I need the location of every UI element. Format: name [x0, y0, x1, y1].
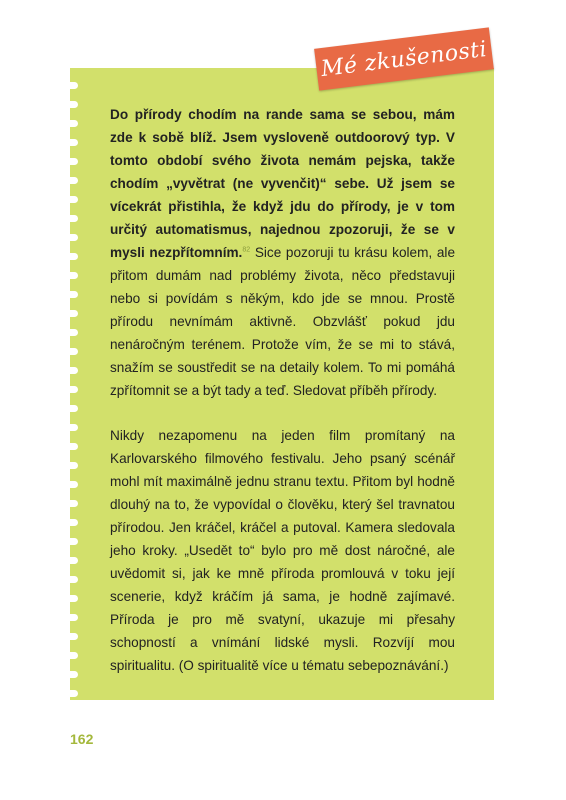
spiral-hole: [62, 139, 78, 146]
spiral-hole: [62, 196, 78, 203]
spiral-hole: [62, 82, 78, 89]
spiral-hole: [62, 367, 78, 374]
spiral-hole: [62, 462, 78, 469]
spiral-hole: [62, 348, 78, 355]
spiral-hole: [62, 386, 78, 393]
spiral-hole: [62, 291, 78, 298]
spiral-hole: [62, 158, 78, 165]
spiral-hole: [62, 215, 78, 222]
section-tag-label: Mé zkušenosti: [319, 36, 489, 82]
spiral-hole: [62, 405, 78, 412]
spiral-hole: [62, 595, 78, 602]
spiral-hole: [62, 177, 78, 184]
spiral-hole: [62, 101, 78, 108]
spiral-hole: [62, 481, 78, 488]
paragraph-2: Nikdy nezapomenu na jeden film promítaný na Karlovarského filmového festivalu. Jeho psaný scénář mohl mít maximálně jednu stranu textu. Přitom byl hodně dlouhý na to, že vypovídal o člověku, který šel travnatou přírodou. Jen kráčel, kráčel a putoval. Kamera sledovala jeho kroky. „Usedět to“ bylo pro mě dost náročné, ale uvědomit si, jak ke mně příroda promlouvá v toku její scenerie, když kráčím já sama, je hodně zajímavé. Příroda je pro mě svatyní, ukazuje mi přesahy schopností a vnímání lidské mysli. Rozvíjí mou spiritualitu. (O spiritualitě více u tématu sebepoznávání.): [110, 428, 455, 673]
spiral-hole: [62, 576, 78, 583]
spiral-hole: [62, 120, 78, 127]
spiral-hole: [62, 633, 78, 640]
spiral-hole: [62, 519, 78, 526]
note-text: [110, 103, 455, 677]
spiral-hole: [62, 424, 78, 431]
spiral-hole: [62, 614, 78, 621]
spiral-hole: [62, 690, 78, 697]
paragraph-1-regular: Sice pozoruji tu krásu kolem, ale přitom dumám nad problémy života, něco představuji nebo si povídám s někým, kdo jde se mnou. Prostě přírodu nevnímám aktivně. Obzvlášť pokud jdu nenáročným terénem. Protože vím, že se mi to stává, snažím se soustředit se na detaily kolem. To mi pomáhá zpřítomnit se a být tady a teď. Sledovat příběh přírody.: [110, 245, 456, 398]
spiral-hole: [62, 329, 78, 336]
spiral-hole: [62, 500, 78, 507]
spiral-hole: [62, 671, 78, 678]
spiral-hole: [62, 272, 78, 279]
paragraph-1-bold: Do přírody chodím na rande sama se sebou, mám zde k sobě blíž. Jsem vysloveně outdoorový typ. V tomto období svého života nemám pejska, takže chodím „vyvětrat (ne vyvenčit)“ sebe. Už jsem se vícekrát přistihla, že když jdu do přírody, je v tom určitý automatismus, najednou zpozoruji, že se v mysli nezpřítomním.: [110, 107, 455, 260]
spiral-hole: [62, 253, 78, 260]
spiral-hole: [62, 557, 78, 564]
spiral-hole: [62, 234, 78, 241]
paragraph-1: [110, 103, 455, 402]
page-number: 162: [70, 731, 94, 747]
spiral-hole: [62, 538, 78, 545]
spiral-hole: [62, 652, 78, 659]
footnote-marker: 82: [242, 246, 251, 254]
spiral-hole: [62, 443, 78, 450]
spiral-hole: [62, 310, 78, 317]
